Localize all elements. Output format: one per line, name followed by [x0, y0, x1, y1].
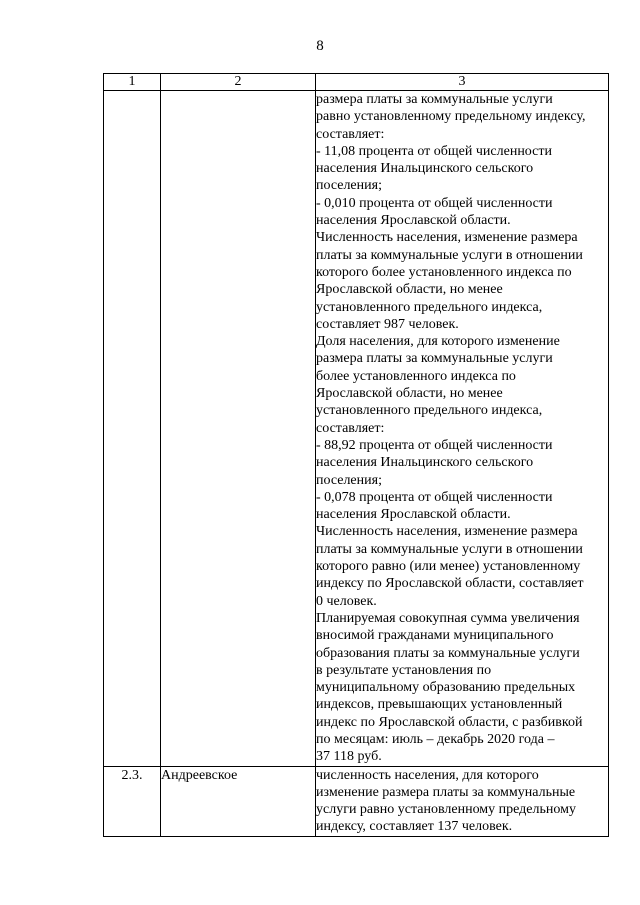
- description-line: более установленного индекса по: [316, 368, 516, 384]
- description-line: Численность населения, изменение размера: [316, 230, 578, 246]
- description-line: платы за коммунальные услуги в отношении: [316, 247, 583, 263]
- description-cell: [316, 766, 609, 836]
- description-line: населения Ярославской области.: [316, 213, 511, 229]
- description-line: Ярославской области, но менее: [316, 282, 503, 298]
- row-number-cell: 2.3.: [104, 766, 161, 836]
- description-line: равно установленному предельному индексу,: [316, 109, 586, 125]
- description-line: установленного предельного индекса,: [316, 299, 543, 315]
- description-line: - 11,08 процента от общей численности: [316, 143, 552, 159]
- description-line: индекс по Ярославской области, с разбивкой: [316, 714, 583, 730]
- description-line: которого равно (или менее) установленному: [316, 559, 581, 575]
- description-line: Ярославской области, но менее: [316, 386, 503, 402]
- description-line: населения Инальцинского сельского: [316, 161, 534, 177]
- description-line: составляет 987 человек.: [316, 316, 459, 332]
- description-line: - 0,010 процента от общей численности: [316, 195, 553, 211]
- page-number: 8: [316, 38, 324, 54]
- table-row: [104, 766, 609, 836]
- description-line: по месяцам: июль – декабрь 2020 года –: [316, 731, 555, 747]
- description-line: размера платы за коммунальные услуги: [316, 351, 553, 367]
- description-line: установленного предельного индекса,: [316, 403, 543, 419]
- description-line: населения Инальцинского сельского: [316, 455, 534, 471]
- description-line: индексов, превышающих установленный: [316, 697, 563, 713]
- description-line: - 88,92 процента от общей численности: [316, 437, 553, 453]
- description-line: которого более установленного индекса по: [316, 264, 572, 280]
- description-line: Доля населения, для которого изменение: [316, 334, 560, 350]
- description-line: индексу, составляет 137 человек.: [316, 819, 513, 835]
- description-cell: [316, 91, 609, 767]
- description-line: поселения;: [316, 178, 382, 194]
- description-line: образования платы за коммунальные услуги: [316, 645, 580, 661]
- document-table: [103, 73, 609, 837]
- description-line: численность населения, для которого: [316, 767, 539, 783]
- table-header-cell-2: 2: [161, 74, 316, 91]
- description-line: поселения;: [316, 472, 382, 488]
- description-line: муниципальному образованию предельных: [316, 680, 576, 696]
- description-line: изменение размера платы за коммунальные: [316, 784, 576, 800]
- description-line: - 0,078 процента от общей численности: [316, 489, 553, 505]
- description-line: составляет:: [316, 420, 385, 436]
- description-line: населения Ярославской области.: [316, 507, 511, 523]
- settlement-name-cell: [161, 91, 316, 767]
- description-line: Планируемая совокупная сумма увеличения: [316, 610, 580, 626]
- table-row: [104, 91, 609, 767]
- description-line: услуги равно установленному предельному: [316, 802, 576, 818]
- settlement-name-cell: Андреевское: [161, 766, 316, 836]
- description-line: составляет:: [316, 126, 385, 142]
- description-line: вносимой гражданами муниципального: [316, 628, 554, 644]
- description-line: Численность населения, изменение размера: [316, 524, 578, 540]
- table-header-cell-1: 1: [104, 74, 161, 91]
- description-line: 37 118 руб.: [316, 749, 382, 765]
- description-line: 0 человек.: [316, 593, 377, 609]
- description-line: платы за коммунальные услуги в отношении: [316, 541, 583, 557]
- row-number-cell: [104, 91, 161, 767]
- description-line: размера платы за коммунальные услуги: [316, 92, 553, 107]
- description-line: в результате установления по: [316, 662, 492, 678]
- table-header-cell-3: 3: [316, 74, 609, 91]
- table-header-row: [104, 74, 609, 91]
- description-line: индексу по Ярославской области, составляет: [316, 576, 584, 592]
